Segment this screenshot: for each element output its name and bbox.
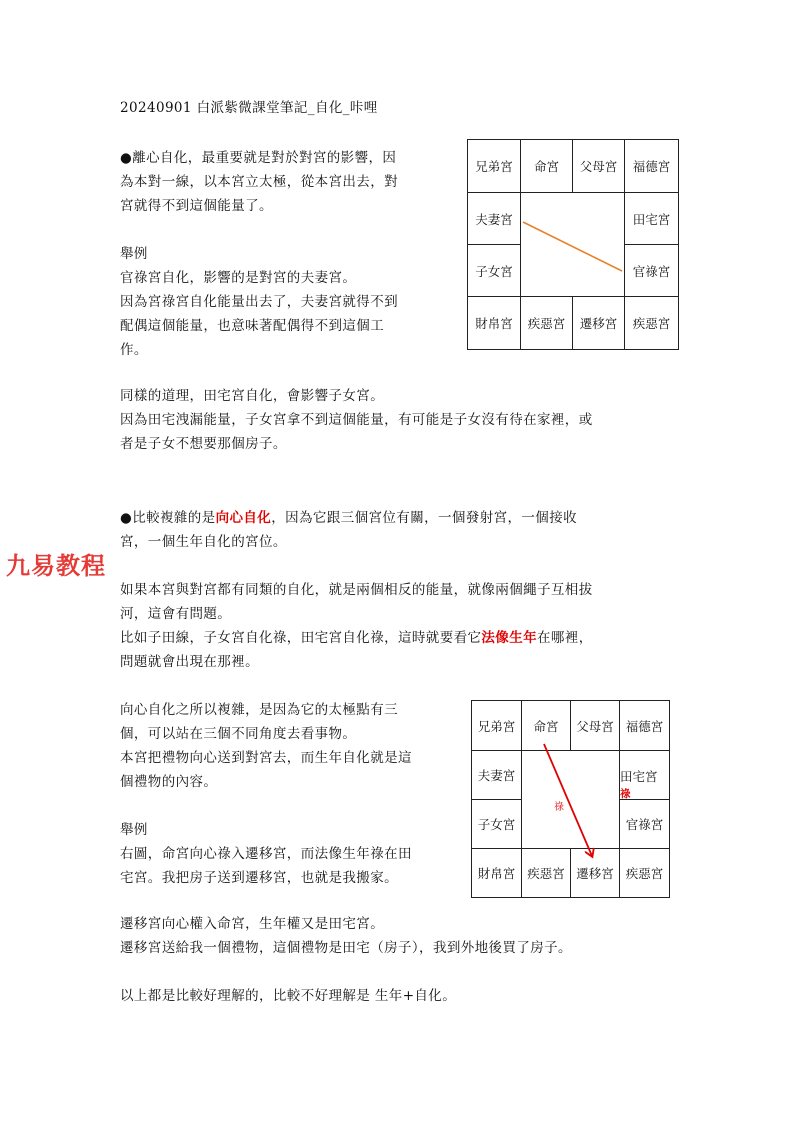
- palace-chart-2: [471, 700, 670, 898]
- palace-cell: 福德宮: [619, 700, 670, 751]
- highlight-xiangxin: 向心自化: [215, 510, 272, 526]
- palace-cell: 財帛宮: [467, 296, 521, 350]
- section3-para3-line-1: 比如子田線，子女宮自化祿，田宅宮自化祿，這時就要看它法像生年在哪裡，: [120, 630, 593, 646]
- section1-line-2: 為本對一線，以本宮立太極，從本宮出去，對: [120, 174, 398, 190]
- section4-example-line-2: 宅宮。我把房子送到遷移宮，也就是我搬家。: [120, 870, 398, 886]
- palace-cell: 夫妻宮: [467, 192, 521, 245]
- section4-example-line-1: 右圖，命宮向心祿入遷移宮，而法像生年祿在田: [120, 846, 412, 862]
- chart1-connector: [467, 139, 679, 350]
- lu-arrow: [544, 744, 592, 856]
- document-title: 20240901 白派紫微課堂筆記_自化_咔哩: [120, 100, 378, 116]
- palace-cell: 疾惡宮: [521, 848, 571, 898]
- section3-line-2: 宮，一個生年自化的宮位。: [120, 534, 287, 550]
- self-transform-line: [523, 222, 622, 271]
- palace-cell: 財帛宮: [471, 848, 522, 898]
- section1-example-line-2: 因為宮祿宮自化能量出去了，夫妻宮就得不到: [120, 294, 398, 310]
- section4-line-1: 向心自化之所以複雜，是因為它的太極點有三: [120, 702, 398, 718]
- palace-cell: 父母宮: [572, 139, 625, 193]
- section4-line-2: 個，可以站在三個不同角度去看事物。: [120, 726, 357, 742]
- section1-line-3: 宮就得不到這個能量了。: [120, 198, 273, 214]
- section3-para2-line-1: 如果本宮與對宮都有同類的自化，就是兩個相反的能量，就像兩個繩子互相拔: [120, 582, 593, 598]
- section2-line-2: 因為田宅洩漏能量，子女宮拿不到這個能量，有可能是子女沒有待在家裡，或: [120, 412, 593, 428]
- section3-para3-line-2: 問題就會出現在那裡。: [120, 654, 259, 670]
- section4-example-label: 舉例: [120, 822, 148, 838]
- watermark: 九易教程: [6, 552, 106, 580]
- highlight-faxiang: 法像生年: [481, 630, 538, 646]
- bullet: ●: [120, 150, 133, 166]
- palace-cell: 兄弟宮: [471, 700, 522, 751]
- lu-mark: 祿: [620, 787, 631, 800]
- palace-cell-tianzhai: 田宅宮 祿: [619, 750, 670, 800]
- section1-example-label: 舉例: [120, 246, 148, 262]
- section3-para2-line-2: 河，這會有問題。: [120, 606, 232, 622]
- palace-cell: 田宅宮: [624, 192, 679, 245]
- palace-cell: 命宮: [520, 139, 573, 193]
- palace-cell: 子女宮: [471, 799, 522, 849]
- palace-cell: 子女宮: [467, 244, 521, 297]
- section1-example-line-1: 官祿宮自化，影響的是對宮的夫妻宮。: [120, 270, 357, 286]
- palace-cell: 父母宮: [570, 700, 620, 751]
- section2-line-1: 同樣的道理，田宅宮自化，會影響子女宮。: [120, 388, 385, 404]
- palace-cell: 命宮: [521, 700, 571, 751]
- palace-cell: 兄弟宮: [467, 139, 521, 193]
- section4-line-4: 個禮物的內容。: [120, 774, 218, 790]
- section2-line-3: 者是子女不想要那個房子。: [120, 436, 287, 452]
- palace-cell: 疾惡宮: [619, 848, 670, 898]
- section5-line-2: 遷移宮送給我一個禮物，這個禮物是田宅（房子），我到外地後買了房子。: [120, 940, 572, 956]
- palace-cell: 疾惡宮: [520, 296, 573, 350]
- palace-cell: 夫妻宮: [471, 750, 522, 800]
- palace-chart-1: [467, 139, 679, 350]
- section1-example-line-4: 作。: [120, 342, 148, 358]
- section3-line-1: ●比較複雜的是向心自化，因為它跟三個宮位有關，一個發射宮，一個接收: [120, 510, 578, 526]
- section6-line: 以上都是比較好理解的，比較不好理解是 生年+自化。: [120, 988, 457, 1004]
- section4-line-3: 本宮把禮物向心送到對宮去，而生年自化就是這: [120, 750, 412, 766]
- palace-cell: 官祿宮: [619, 799, 670, 849]
- palace-cell: 福德宮: [624, 139, 679, 193]
- section5-line-1: 遷移宮向心權入命宮，生年權又是田宅宮。: [120, 916, 385, 932]
- arrow-label: 祿: [554, 802, 564, 813]
- chart2-connector: [471, 700, 670, 898]
- palace-cell: 疾惡宮: [624, 296, 679, 350]
- section1-example-line-3: 配偶這個能量，也意味著配偶得不到這個工: [120, 318, 385, 334]
- bullet: ●: [120, 510, 133, 526]
- palace-cell: 遷移宮: [572, 296, 625, 350]
- section1-line-1: ●離心自化，最重要就是對於對宮的影響，因: [120, 150, 397, 166]
- palace-cell: 遷移宮: [570, 848, 620, 898]
- palace-cell: 官祿宮: [624, 244, 679, 297]
